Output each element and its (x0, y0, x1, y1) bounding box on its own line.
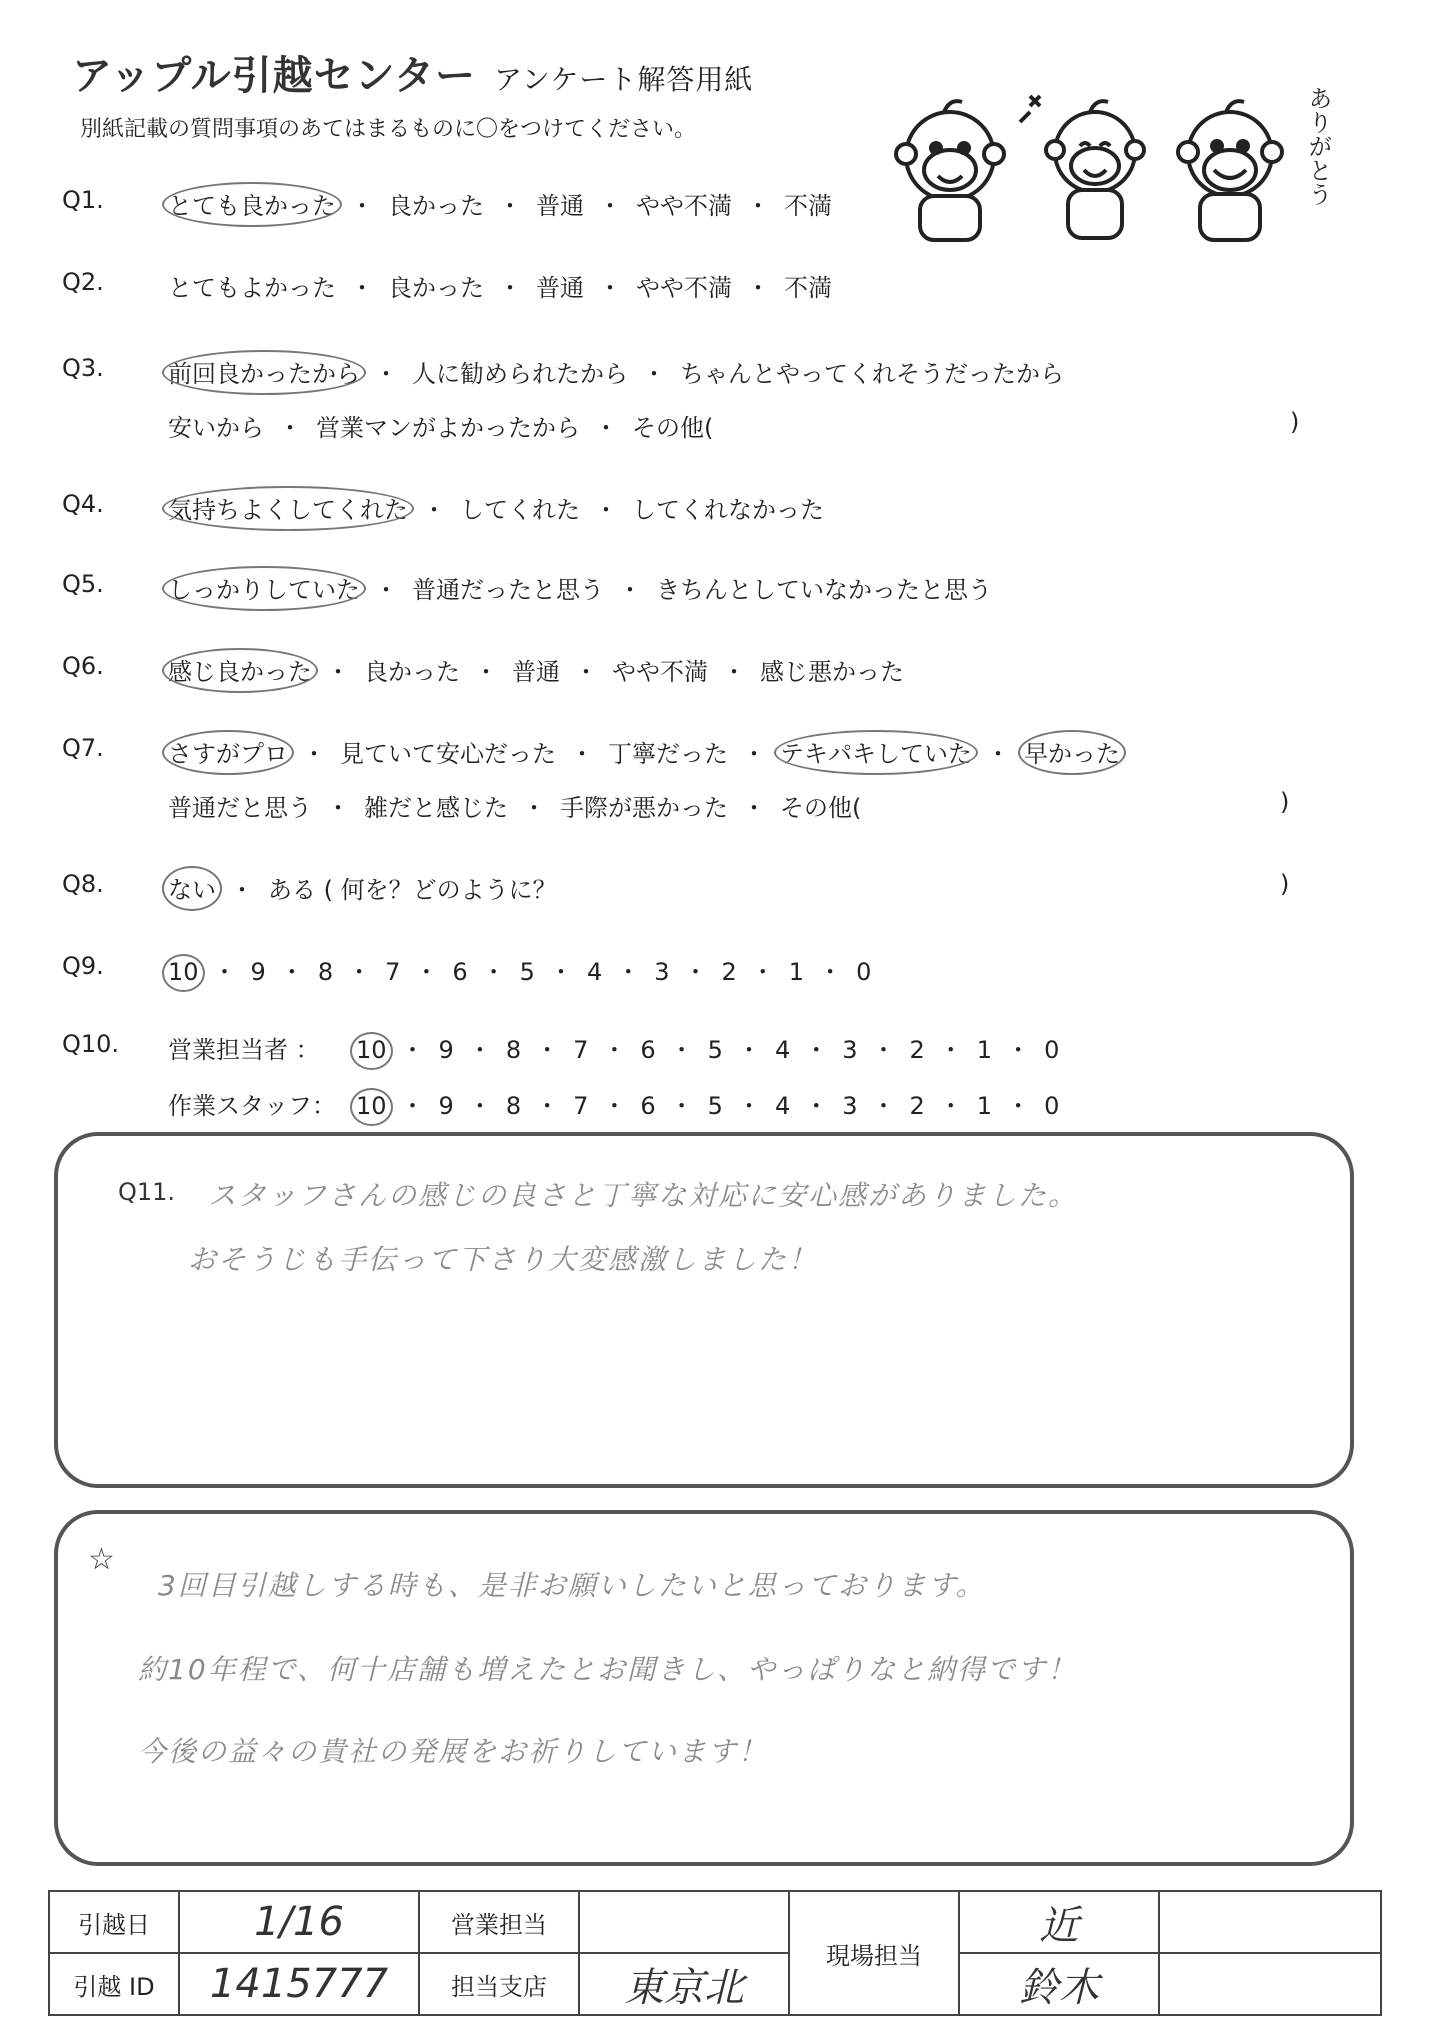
option[interactable]: テキパキしていた (780, 734, 972, 769)
option-row (168, 354, 1064, 389)
rating-option[interactable]: 7 (573, 1036, 589, 1064)
option[interactable]: 安いから (168, 414, 264, 442)
separator: ・ (474, 658, 498, 686)
option-row (168, 952, 871, 987)
option-row (168, 408, 713, 443)
rating-option[interactable]: 1 (976, 1036, 993, 1064)
rating-option[interactable]: 4 (774, 1092, 791, 1120)
separator: ・ (736, 1036, 761, 1064)
rating-option[interactable]: 4 (774, 1036, 791, 1064)
company-name: アップル引越センター (72, 53, 476, 99)
option[interactable]: 良かった (388, 274, 484, 302)
rating-option[interactable]: 2 (909, 1036, 925, 1064)
option[interactable]: 普通だと思う (168, 794, 312, 822)
separator: ・ (467, 1092, 492, 1120)
separator: ・ (683, 958, 708, 986)
separator: ・ (818, 958, 843, 986)
option[interactable]: 丁寧だった (608, 740, 728, 768)
option[interactable]: してくれた (460, 496, 580, 524)
option[interactable]: 雑だと感じた (364, 794, 508, 822)
sales-value[interactable] (579, 1891, 789, 1953)
option[interactable]: ない (168, 870, 216, 905)
question-number: Q6. (62, 652, 104, 680)
separator: ・ (278, 414, 302, 442)
separator: ・ (642, 360, 666, 388)
free-comment-line: 今後の益々の貴社の発展をお祈りしています！ (138, 1735, 769, 1768)
move-id-value[interactable]: 1415777 (179, 1953, 419, 2015)
separator: ・ (326, 658, 350, 686)
option[interactable]: その他( (780, 794, 862, 822)
rating-option[interactable]: 10 (356, 1092, 387, 1120)
separator: ・ (594, 414, 618, 442)
free-comment-line: 約10年程で、何十店舗も増えたとお聞きし、やっぱりなと納得です！ (138, 1653, 1078, 1686)
separator: ・ (618, 576, 642, 604)
separator: ・ (742, 794, 766, 822)
option-row (168, 870, 557, 905)
separator: ・ (598, 274, 622, 302)
separator: ・ (570, 740, 594, 768)
question-number: Q7. (62, 734, 104, 762)
option-row (168, 788, 861, 823)
rating-option[interactable]: 9 (438, 1092, 454, 1120)
separator: ・ (598, 192, 622, 220)
rating-option[interactable]: 8 (505, 1036, 522, 1064)
option[interactable]: 良かった (388, 192, 484, 220)
option[interactable]: 感じ悪かった (760, 658, 904, 686)
option[interactable]: してくれなかった (632, 496, 824, 524)
option[interactable]: ちゃんとやってくれそうだったから (680, 360, 1064, 388)
monkey-icon (896, 101, 1004, 240)
separator: ・ (498, 274, 522, 302)
option[interactable]: ある ( 何を？どのように？ (268, 876, 557, 904)
star-icon: ☆ (88, 1542, 115, 1577)
question-number: Q3. (62, 354, 104, 382)
separator: ・ (1006, 1036, 1031, 1064)
rating-option[interactable]: 3 (842, 1036, 858, 1064)
separator: ・ (602, 1092, 627, 1120)
branch-label: 担当支店 (419, 1953, 579, 2015)
separator: ・ (938, 1036, 963, 1064)
rating-option[interactable]: 9 (438, 1036, 454, 1064)
option[interactable]: 0 (856, 958, 872, 986)
sales-label: 営業担当 (419, 1891, 579, 1953)
separator: ・ (669, 1036, 694, 1064)
option[interactable]: 普通 (536, 274, 584, 302)
rating-label: 作業スタッフ： (168, 1092, 336, 1120)
option[interactable]: 7 (385, 958, 401, 986)
free-comment-line: 3回目引越しする時も、是非お願いしたいと思っております。 (158, 1569, 986, 1602)
question-number: Q9. (62, 952, 104, 980)
separator: ・ (350, 192, 374, 220)
separator: ・ (326, 794, 350, 822)
q11-comment-line: おそうじも手伝って下さり大変感激しました！ (188, 1243, 819, 1276)
rating-option[interactable]: 8 (505, 1092, 522, 1120)
form-subtitle: アンケート解答用紙 (494, 63, 754, 96)
option[interactable]: 6 (452, 958, 468, 986)
question-number: Q4. (62, 490, 104, 518)
option[interactable]: 手際が悪かった (560, 794, 728, 822)
separator: ・ (746, 192, 770, 220)
option-row (168, 186, 832, 221)
separator: ・ (602, 1036, 627, 1064)
option[interactable]: 不満 (784, 192, 832, 220)
rating-option[interactable]: 6 (640, 1036, 656, 1064)
separator: ・ (350, 274, 374, 302)
site-label: 現場担当 (789, 1891, 959, 2015)
site-value-1[interactable]: 近 (959, 1891, 1159, 1953)
mascot-caption: ありがとう (1304, 86, 1332, 206)
rating-scale (356, 1086, 1059, 1121)
free-comment-box[interactable] (54, 1510, 1354, 1866)
option[interactable]: やや不満 (636, 192, 732, 220)
option[interactable]: 前回良かったから (168, 354, 360, 389)
question-number: Q1. (62, 186, 104, 214)
monkey-icon (1020, 96, 1144, 238)
separator: ・ (374, 360, 398, 388)
separator: ・ (374, 576, 398, 604)
separator: ・ (1006, 1092, 1031, 1120)
mascot-illustration (880, 66, 1350, 256)
close-paren: ) (1290, 408, 1300, 436)
separator: ・ (746, 274, 770, 302)
option[interactable]: 早かった (1024, 734, 1120, 769)
option[interactable]: 2 (721, 958, 737, 986)
option[interactable]: 感じ良かった (168, 652, 312, 687)
q11-comment-box[interactable] (54, 1132, 1354, 1488)
move-date-label: 引越日 (49, 1891, 179, 1953)
rating-option[interactable]: 5 (707, 1036, 723, 1064)
option[interactable]: 普通 (536, 192, 584, 220)
separator: ・ (871, 1092, 896, 1120)
separator: ・ (736, 1092, 761, 1120)
empty-cell (1159, 1891, 1381, 1953)
close-paren: ) (1280, 788, 1290, 816)
separator: ・ (616, 958, 641, 986)
option[interactable]: 気持ちよくしてくれた (168, 490, 408, 525)
option-row (168, 490, 824, 525)
rating-option[interactable]: 1 (976, 1092, 993, 1120)
separator: ・ (574, 658, 598, 686)
rating-option[interactable]: 2 (909, 1092, 925, 1120)
option[interactable]: とてもよかった (168, 274, 336, 302)
option[interactable]: 5 (519, 958, 535, 986)
separator: ・ (750, 958, 775, 986)
option[interactable]: しっかりしていた (168, 570, 360, 605)
separator: ・ (871, 1036, 896, 1064)
option[interactable]: 8 (317, 958, 334, 986)
option[interactable]: やや不満 (636, 274, 732, 302)
separator: ・ (522, 794, 546, 822)
separator: ・ (594, 496, 618, 524)
separator: ・ (212, 958, 237, 986)
option[interactable]: やや不満 (612, 658, 708, 686)
instructions: 別紙記載の質問事項のあてはまるものに〇をつけてください。 (80, 117, 697, 142)
option[interactable]: 良かった (364, 658, 460, 686)
separator: ・ (347, 958, 372, 986)
empty-cell (1159, 1953, 1381, 2015)
separator: ・ (400, 1092, 425, 1120)
option[interactable]: とても良かった (168, 186, 336, 221)
separator: ・ (481, 958, 506, 986)
option[interactable]: 4 (586, 958, 603, 986)
question-number: Q5. (62, 570, 104, 598)
option[interactable]: 9 (250, 958, 266, 986)
close-paren: ) (1280, 870, 1290, 898)
option[interactable]: 普通だったと思う (412, 576, 604, 604)
rating-option[interactable]: 10 (356, 1036, 387, 1064)
rating-option[interactable]: 6 (640, 1092, 656, 1120)
move-id-label: 引越 ID (49, 1953, 179, 2015)
move-date-value[interactable]: 1/16 (179, 1891, 419, 1953)
q11-label: Q11. (118, 1178, 176, 1206)
separator: ・ (467, 1036, 492, 1064)
q11-comment-line: スタッフさんの感じの良さと丁寧な対応に安心感がありました。 (208, 1179, 1079, 1212)
site-value-2[interactable]: 鈴木 (959, 1953, 1159, 2015)
option-row (168, 734, 1120, 769)
separator: ・ (804, 1036, 829, 1064)
separator: ・ (400, 1036, 425, 1064)
separator: ・ (986, 740, 1010, 768)
rating-scale (356, 1030, 1059, 1065)
separator: ・ (742, 740, 766, 768)
footer-info-table (48, 1890, 1382, 2016)
question-number: Q8. (62, 870, 104, 898)
separator: ・ (230, 876, 254, 904)
rating-option[interactable]: 0 (1044, 1036, 1060, 1064)
option[interactable]: 人に勧められたから (412, 360, 628, 388)
rating-option[interactable]: 5 (707, 1092, 723, 1120)
branch-value[interactable]: 東京北 (579, 1953, 789, 2015)
rating-option[interactable]: 7 (573, 1092, 589, 1120)
monkey-icon (1178, 101, 1282, 240)
separator: ・ (302, 740, 326, 768)
question-number: Q10. (62, 1030, 120, 1058)
page-title (72, 44, 753, 101)
rating-label: 営業担当者 ： (168, 1036, 320, 1064)
question-number: Q2. (62, 268, 104, 296)
separator: ・ (938, 1092, 963, 1120)
option-row (168, 570, 992, 605)
separator: ・ (279, 958, 304, 986)
option[interactable]: 普通 (512, 658, 560, 686)
separator: ・ (535, 1092, 560, 1120)
option[interactable]: 見ていて安心だった (340, 740, 556, 768)
separator: ・ (722, 658, 746, 686)
option[interactable]: 不満 (784, 274, 832, 302)
separator: ・ (414, 958, 439, 986)
option[interactable]: 10 (168, 958, 199, 986)
option[interactable]: きちんとしていなかったと思う (656, 576, 992, 604)
rating-option[interactable]: 0 (1044, 1092, 1060, 1120)
option[interactable]: さすがプロ (168, 734, 288, 769)
option[interactable]: 営業マンがよかったから (316, 414, 580, 442)
separator: ・ (535, 1036, 560, 1064)
rating-option[interactable]: 3 (842, 1092, 858, 1120)
separator: ・ (498, 192, 522, 220)
separator: ・ (548, 958, 573, 986)
option[interactable]: その他( (632, 414, 714, 442)
separator: ・ (669, 1092, 694, 1120)
separator: ・ (804, 1092, 829, 1120)
separator: ・ (422, 496, 446, 524)
option-row (168, 652, 904, 687)
option[interactable]: 1 (788, 958, 805, 986)
option[interactable]: 3 (654, 958, 670, 986)
option-row (168, 268, 832, 303)
